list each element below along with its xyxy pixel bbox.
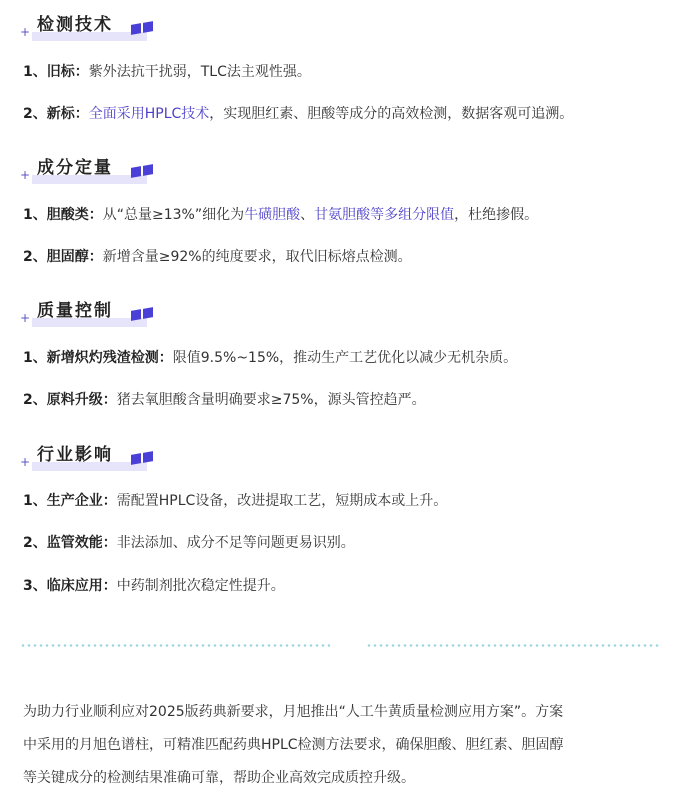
list-item [23,61,311,83]
dotted-divider-right [366,644,662,647]
decorative-blocks-icon [131,164,155,178]
item-label: 1、旧标： [23,64,89,80]
list-item [23,204,538,226]
plus-icon: + [20,311,31,325]
plus-icon: + [20,168,31,182]
list-item [23,246,412,268]
item-text: 需配置HPLC设备，改进提取工艺，短期成本或上升。 [116,493,448,509]
list-item [23,347,517,369]
item-text: ，实现胆红素、胆酸等成分的高效检测，数据客观可追溯。 [209,106,574,122]
list-item [23,532,355,554]
item-label: 2、新标： [23,106,89,122]
item-text: 从“总量≥13%”细化为 [102,207,245,223]
closing-line: 中采用的月旭色谱柱，可精准匹配药典HPLC检测方法要求，确保胆酸、胆红素、胆固醇 [23,737,564,753]
item-label: 1、生产企业： [23,493,117,509]
item-label: 2、胆固醇： [23,249,103,265]
decorative-blocks-icon [131,21,155,35]
decorative-blocks-icon [131,307,155,321]
item-text: 非法添加、成分不足等问题更易识别。 [116,535,355,551]
plus-icon: + [20,455,31,469]
section-title: 行业影响 [37,445,113,465]
section-title: 检测技术 [37,15,113,35]
item-text: 猪去氧胆酸含量明确要求≥75%，源头管控趋严。 [116,392,426,408]
item-label: 3、临床应用： [23,578,117,594]
closing-line: 为助力行业顺利应对2025版药典新要求，月旭推出“人工牛黄质量检测应用方案”。方案 [23,704,564,720]
item-label: 1、胆酸类： [23,207,103,223]
plus-icon: + [20,25,31,39]
highlight-text: 牛磺胆酸 [244,207,301,223]
decorative-blocks-icon [131,451,155,465]
closing-line: 等关键成分的检测结果准确可靠，帮助企业高效完成质控升级。 [23,770,415,786]
item-text: 新增含量≥92%的纯度要求，取代旧标熔点检测。 [102,249,412,265]
highlight-text: 全面采用HPLC技术 [88,106,210,122]
item-label: 2、监管效能： [23,535,117,551]
item-text: ，杜绝掺假。 [454,207,539,223]
section-title: 成分定量 [37,158,113,178]
item-label: 2、原料升级： [23,392,117,408]
highlight-text: 甘氨胆酸等多组分限值 [314,207,455,223]
section-title: 质量控制 [37,301,113,321]
item-text: 限值9.5%~15%，推动生产工艺优化以减少无机杂质。 [172,350,518,366]
list-item [23,490,447,512]
dotted-divider-left [20,644,330,647]
list-item [23,103,573,125]
list-item [23,389,426,411]
item-text: 紫外法抗干扰弱，TLC法主观性强。 [88,64,311,80]
list-item [23,575,285,597]
item-text: 、 [300,207,315,223]
item-label: 1、新增炽灼残渣检测： [23,350,173,366]
closing-paragraph [23,696,663,795]
item-text: 中药制剂批次稳定性提升。 [116,578,285,594]
